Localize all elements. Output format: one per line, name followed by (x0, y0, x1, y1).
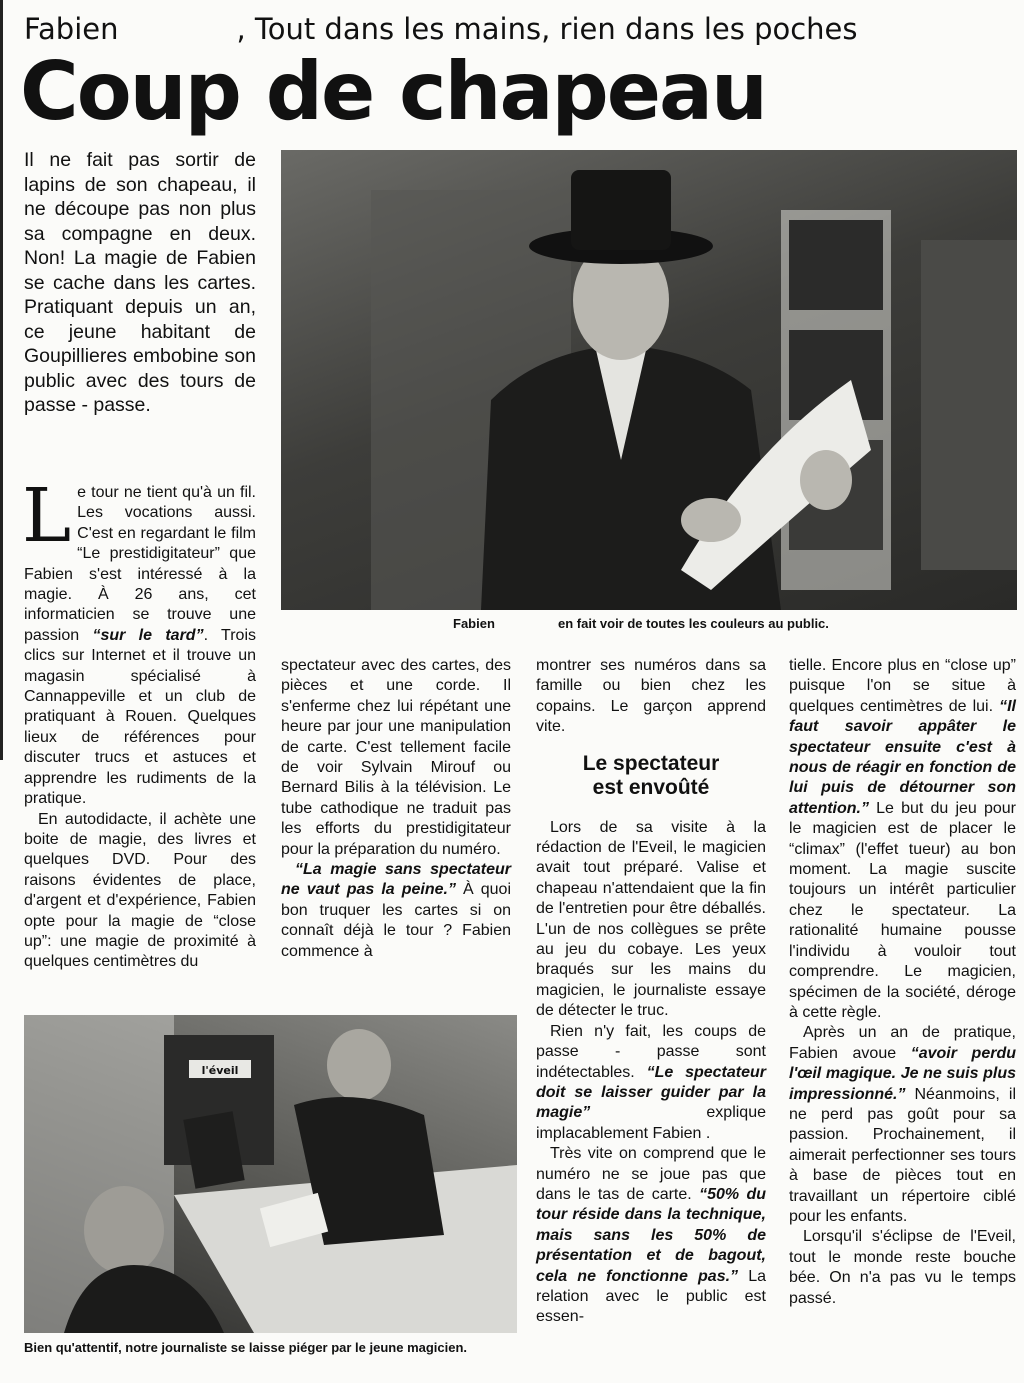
column-2 (281, 656, 511, 962)
magician-illustration (281, 150, 1017, 610)
col3-p3-quote: “Le spectateur doit se laisser guider par la magie” (536, 1063, 766, 1122)
chapo: Il ne fait pas sortir de lapins de son chapeau, il ne découpe pas non plus sa compagne en deux. Non! La magie de Fabien se cache dans les cartes. Pratiquant depuis un an, ce jeune habitant de Goupillieres embobine son public avec des tours de passe - passe. (24, 149, 256, 416)
col3-paragraph-1: montrer ses numéros dans sa famille ou bien chez les copains. Le garçon apprend vite. (536, 657, 766, 736)
kicker-name: Fabien (24, 12, 119, 46)
subheading-line-2: est envoûté (592, 775, 710, 799)
col1-p1-text-b: . Trois clics sur Internet et il trouve un magasin spécialisé à Cannappeville et un club de pratiquant à Rouen. Quelques lieux de références pour discuter trucs et astuces et apprendre les rudiments de la pratique. (24, 626, 257, 808)
col3-p4-text-b: La relation avec le public est essen- (536, 1267, 766, 1326)
col2-paragraph-2 (281, 860, 511, 962)
subheading-line-1: Le spectateur (582, 751, 720, 775)
col4-paragraph-3: Lorsqu'il s'éclipse de l'Eveil, tout le monde reste bouche bée. On n'a pas vu le temps passé. (789, 1228, 1016, 1307)
headline: Coup de chapeau (20, 45, 766, 138)
col4-paragraph-1 (789, 656, 1016, 1023)
col4-paragraph-2 (789, 1023, 1016, 1227)
col4-p1-quote: “Il faut savoir appâter le spectateur ensuite c'est à nous de réagir en fonction de lui puis de détourner son attention.” (789, 697, 1016, 817)
column-1 (22, 473, 257, 973)
column-3 (536, 656, 766, 1328)
col2-p2-text: À quoi bon truquer les cartes si on connaît déjà le tour ? Fabien commence à (281, 881, 512, 960)
subheading (536, 752, 766, 800)
col4-p1-text-a: tielle. Encore plus en “close up” puisque l'on se situe à quelques centimètres de lui. (789, 657, 1016, 715)
col4-p2-quote: “avoir perdu l'œil magique. Je ne suis plus impressionné.” (789, 1044, 1017, 1103)
col1-p1-text-a: e tour ne tient qu'à un fil. Les vocations aussi. C'est en regardant le film “Le prestidigitateur” que Fabien s'est intéressé à la magie. À 26 ans, cet informaticien se trouve une passion (24, 484, 256, 644)
kicker (24, 12, 858, 46)
photo1-caption-text: en fait voir de toutes les couleurs au public. (558, 616, 829, 631)
col4-p2-text-b: Néanmoins, il ne perd pas goût pour sa passion. Prochainement, il aimerait perfectionner ses tours à base de pièces tout en travaillant un répertoire ciblé pour les enfants. (789, 1085, 1016, 1225)
photo1-caption-name: Fabien (453, 616, 495, 631)
col4-p1-text-b: Le but du jeu pour le magicien est de placer le “climax” (l'effet tueur) au bon moment. La magie suscite toujours un intérêt particulier chez le spectateur. La rationalité humaine pousse l'individu à vouloir tout comprendre. Le magicien, spécimen de la société, déroge à cette règle. (789, 799, 1016, 1021)
col3-p4-text-a: Très vite on comprend que le numéro ne se joue pas que dans le tas de carte. (536, 1145, 766, 1203)
journalist-photo (24, 1015, 517, 1333)
col3-paragraph-4 (536, 1144, 766, 1328)
col3-paragraph-3 (536, 1022, 766, 1144)
left-rule (0, 0, 3, 760)
col1-p1-quote: “sur le tard” (92, 626, 204, 644)
col3-p3-text-a: Rien n'y fait, les coups de passe - passe sont indétectables. (536, 1022, 766, 1081)
column-4 (789, 656, 1016, 1309)
col3-p3-text-b: explique implacablement Fabien . (536, 1104, 766, 1142)
col1-paragraph-1 (22, 473, 257, 810)
col2-quote: “La magie sans spectateur ne vaut pas la peine.” (281, 861, 511, 899)
kicker-text: , Tout dans les mains, rien dans les poches (236, 12, 858, 46)
magician-photo (281, 150, 1017, 610)
col1-paragraph-2: En autodidacte, il achète une boite de magie, des livres et quelques DVD. Pour des raisons évidentes de place, d'argent et d'expérience, Fabien opte pour la magie de “close up”: une magie de proximité à quelques centimètres du (24, 810, 256, 971)
eveil-sign: l'éveil (201, 1064, 239, 1077)
photo2-caption: Bien qu'attentif, notre journaliste se laisse piéger par le jeune magicien. (24, 1340, 468, 1355)
drop-cap: L (22, 473, 72, 559)
col2-paragraph-1: spectateur avec des cartes, des pièces et une corde. Il s'enferme chez lui répétant une heure par jour une manipulation de carte. C'est tellement facile de voir Sylvain Mirouf ou Bernard Bilis à la télévision. Le tube cathodique ne traduit pas les efforts du prestidigitateur pour la préparation du numéro. (281, 657, 511, 858)
col3-paragraph-2: Lors de sa visite à la rédaction de l'Eveil, le magicien avait tout préparé. Valise et chapeau n'attendaient que la fin de l'entretien pour être déballés. L'un de nos collègues se prête au jeu du cobaye. Les yeux braqués sur les mains du magicien, le journaliste essaye de détecter le truc. (536, 818, 766, 1020)
journalist-illustration (24, 1015, 517, 1333)
col4-p2-text-a: Après un an de pratique, Fabien avoue (789, 1024, 1016, 1062)
col3-p4-quote: “50% du tour réside dans la technique, mais sans les 50% de présentation et de bagout, cela ne fonctionne pas.” (536, 1185, 767, 1285)
